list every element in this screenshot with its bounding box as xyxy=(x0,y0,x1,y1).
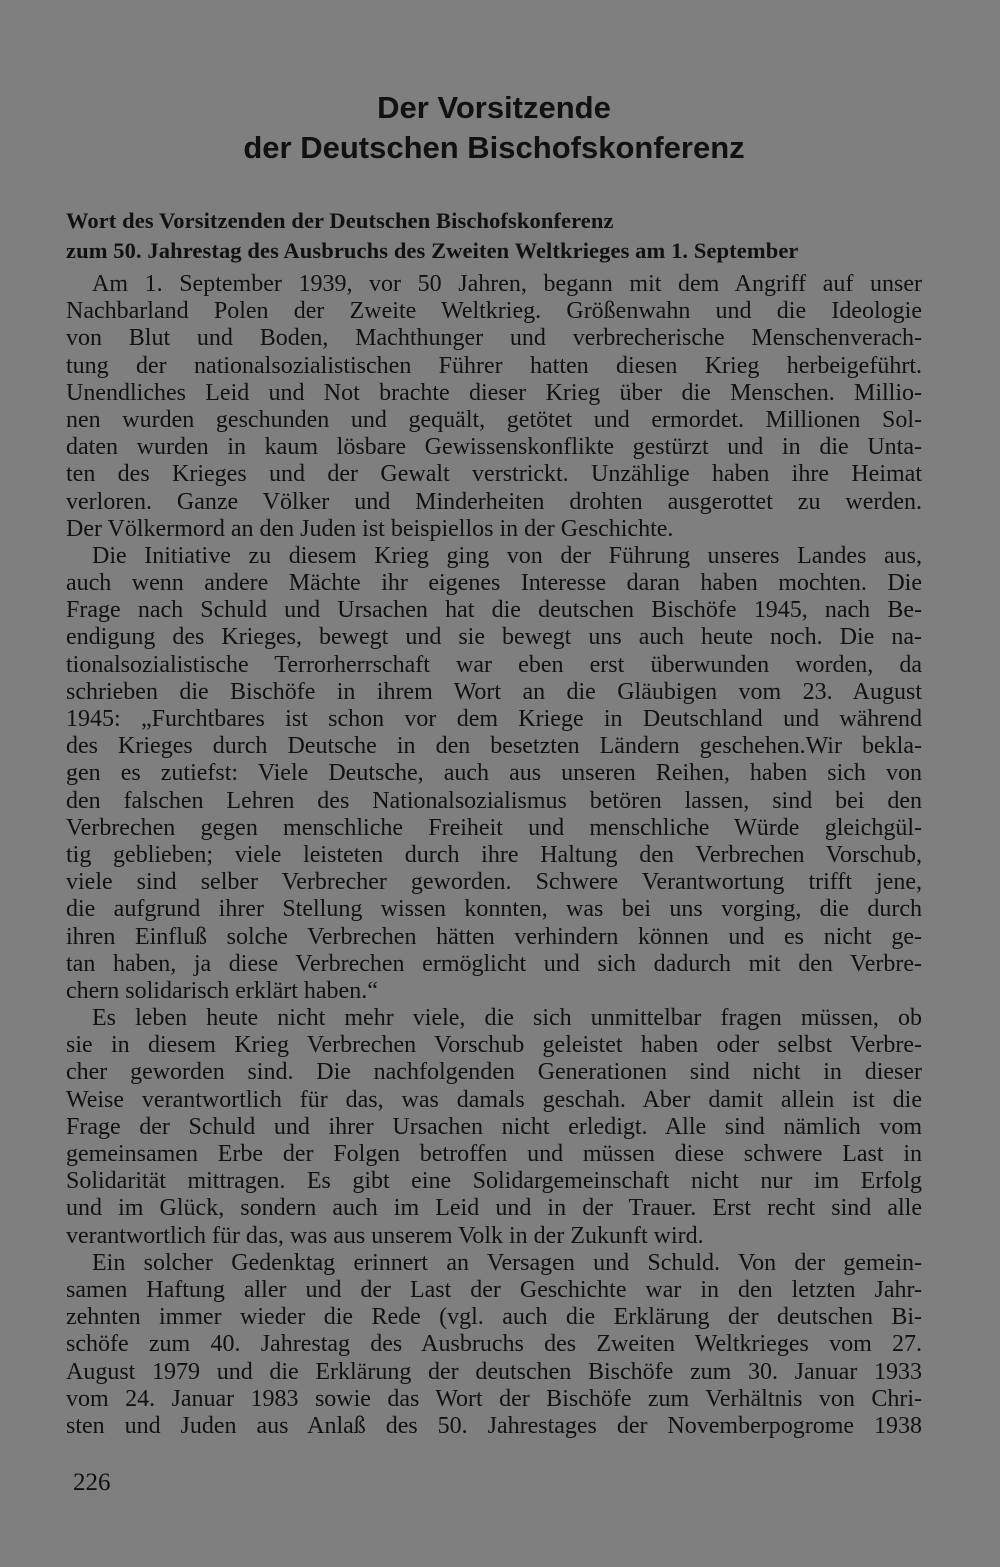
text-line: ihren Einfluß solche Verbrechen hätten verhindern können und es nicht ge- xyxy=(66,923,922,950)
text-line: tan haben, ja diese Verbrechen ermöglicht und sich dadurch mit den Verbre- xyxy=(66,950,922,977)
text-line: auch wenn andere Mächte ihr eigenes Interesse daran haben mochten. Die xyxy=(66,570,922,597)
text-line: zehnten immer wieder die Rede (vgl. auch die Erklärung der deutschen Bi- xyxy=(66,1304,922,1331)
paragraph xyxy=(66,543,922,1005)
text-line: tung der nationalsozialistischen Führer hatten diesen Krieg herbeigeführt. xyxy=(66,352,922,379)
text-line: des Krieges durch Deutsche in den besetzten Ländern geschehen.Wir bekla- xyxy=(66,733,922,760)
text-line: cher geworden sind. Die nachfolgenden Generationen sind nicht in dieser xyxy=(66,1059,922,1086)
text-line: nen wurden geschunden und gequält, getötet und ermordet. Millionen Sol- xyxy=(66,406,922,433)
text-line: endigung des Krieges, bewegt und sie bewegt uns auch heute noch. Die na- xyxy=(66,624,922,651)
text-line: Unendliches Leid und Not brachte dieser Krieg über die Menschen. Millio- xyxy=(66,379,922,406)
text-line: verantwortlich für das, was aus unserem Volk in der Zukunft wird. xyxy=(66,1222,704,1249)
page-title xyxy=(66,88,922,168)
paragraph xyxy=(66,271,922,543)
text-line: Am 1. September 1939, vor 50 Jahren, begann mit dem Angriff auf unser xyxy=(92,271,922,297)
body-text xyxy=(66,271,922,1440)
text-line: samen Haftung aller und der Last der Geschichte war in den letzten Jahr- xyxy=(66,1276,922,1303)
title-line-1: Der Vorsitzende xyxy=(377,90,611,125)
text-line: schrieben die Bischöfe in ihrem Wort an die Gläubigen vom 23. August xyxy=(66,678,922,705)
text-line: von Blut und Boden, Machthunger und verbrecherische Menschenverach- xyxy=(66,325,922,352)
text-line: sten und Juden aus Anlaß des 50. Jahrestages der Novemberpogrome 1938 xyxy=(66,1412,922,1439)
text-line: chern solidarisch erklärt haben.“ xyxy=(66,977,378,1004)
paragraph xyxy=(66,1250,922,1440)
text-line: vom 24. Januar 1983 sowie das Wort der Bischöfe zum Verhältnis von Chri- xyxy=(66,1385,922,1412)
text-line: Nachbarland Polen der Zweite Weltkrieg. Größenwahn und die Ideologie xyxy=(66,298,922,325)
text-line: ten des Krieges und der Gewalt verstrickt. Unzählige haben ihre Heimat xyxy=(66,461,922,488)
text-line: viele sind selber Verbrecher geworden. Schwere Verantwortung trifft jene, xyxy=(66,869,922,896)
text-line: die aufgrund ihrer Stellung wissen konnten, was bei uns vorging, die durch xyxy=(66,896,922,923)
text-line: August 1979 und die Erklärung der deutschen Bischöfe zum 30. Januar 1933 xyxy=(66,1358,922,1385)
text-line: tig geblieben; viele leisteten durch ihre Haltung den Verbrechen Vorschub, xyxy=(66,841,922,868)
text-line: verloren. Ganze Völker und Minderheiten drohten ausgerottet zu werden. xyxy=(66,488,922,515)
page-number: 226 xyxy=(73,1469,111,1496)
text-line: Es leben heute nicht mehr viele, die sich unmittelbar fragen müssen, ob xyxy=(92,1005,922,1032)
subtitle-line-2: zum 50. Jahrestag des Ausbruchs des Zweiten Weltkrieges am 1. September xyxy=(66,238,799,263)
subtitle-line-1: Wort des Vorsitzenden der Deutschen Bischofskonferenz xyxy=(66,208,614,233)
document-page xyxy=(66,88,922,1440)
text-line: den falschen Lehren des Nationalsozialismus betören lassen, sind bei den xyxy=(66,787,922,814)
text-line: und im Glück, sondern auch im Leid und in der Trauer. Erst recht sind alle xyxy=(66,1195,922,1222)
text-line: Frage nach Schuld und Ursachen hat die deutschen Bischöfe 1945, nach Be- xyxy=(66,597,922,624)
paragraph xyxy=(66,1005,922,1250)
text-line: gemeinsamen Erbe der Folgen betroffen und müssen diese schwere Last in xyxy=(66,1141,922,1167)
text-line: Ein solcher Gedenktag erinnert an Versagen und Schuld. Von der gemein- xyxy=(92,1249,922,1276)
text-line: Verbrechen gegen menschliche Freiheit und menschliche Würde gleichgül- xyxy=(66,814,922,841)
text-line: tionalsozialistische Terrorherrschaft war eben erst überwunden worden, da xyxy=(66,651,922,678)
text-line: sie in diesem Krieg Verbrechen Vorschub geleistet haben oder selbst Verbre- xyxy=(66,1032,922,1059)
text-line: Die Initiative zu diesem Krieg ging von der Führung unseres Landes aus, xyxy=(92,542,922,569)
title-line-2: der Deutschen Bischofskonferenz xyxy=(243,130,745,165)
text-line: Solidarität mittragen. Es gibt eine Solidargemeinschaft nicht nur im Erfolg xyxy=(66,1168,922,1195)
text-line: gen es zutiefst: Viele Deutsche, auch aus unseren Reihen, haben sich von xyxy=(66,760,922,787)
text-line: Der Völkermord an den Juden ist beispiellos in der Geschichte. xyxy=(66,515,674,542)
text-line: 1945: „Furchtbares ist schon vor dem Kriege in Deutschland und während xyxy=(66,706,922,732)
text-line: Frage der Schuld und ihrer Ursachen nicht erledigt. Alle sind nämlich vom xyxy=(66,1113,922,1140)
text-line: schöfe zum 40. Jahrestag des Ausbruchs des Zweiten Weltkrieges vom 27. xyxy=(66,1331,922,1358)
text-line: daten wurden in kaum lösbare Gewissenskonflikte gestürzt und in die Unta- xyxy=(66,434,922,461)
text-line: Weise verantwortlich für das, was damals geschah. Aber damit allein ist die xyxy=(66,1086,922,1113)
document-subtitle xyxy=(66,206,922,266)
